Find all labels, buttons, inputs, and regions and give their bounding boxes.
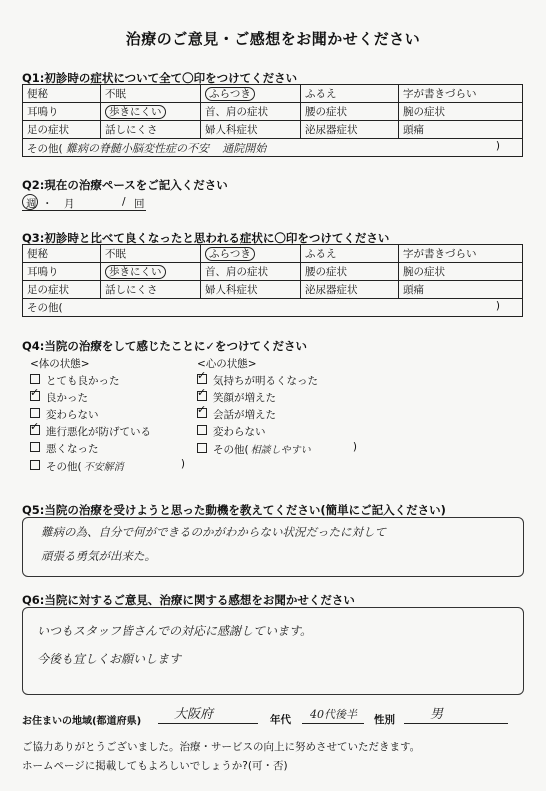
check-label: 良かった (46, 392, 88, 404)
table-cell[interactable]: 腕の症状 (399, 103, 523, 121)
table-cell[interactable]: 便秘 (23, 85, 101, 103)
age-label: 年代 (270, 714, 291, 726)
checkbox[interactable] (30, 386, 40, 401)
check-item[interactable] (197, 369, 357, 390)
handwritten-line: いつもスタッフ皆さんでの対応に感謝しています。 (37, 624, 313, 638)
gender-field[interactable] (404, 703, 508, 724)
table-cell[interactable]: 便秘 (23, 245, 101, 263)
check-item[interactable] (30, 441, 185, 458)
checkbox[interactable] (30, 374, 40, 384)
handwritten-line: 今後も宜しくお願いします (37, 652, 182, 666)
check-label: その他( (46, 461, 82, 473)
table-cell[interactable]: 腕の症状 (399, 263, 523, 281)
table-cell[interactable]: 不眠 (101, 85, 201, 103)
other-close: ) (495, 300, 500, 312)
check-label: 進行悪化が防げている (46, 426, 151, 438)
table-cell[interactable]: 字が書きづらい (399, 245, 523, 263)
q5-heading: Q5:当院の治療を受けようと思った動機を教えてください(簡単にご記入ください) (22, 503, 446, 517)
region-label: お住まいの地域(都道府県) (22, 716, 142, 727)
circled-option: ふらつき (205, 87, 255, 101)
check-mark-icon: ✓ (197, 386, 207, 399)
checkbox[interactable] (30, 442, 40, 452)
body-state-title: <体の状態> (30, 358, 90, 370)
check-label: 会話が増えた (213, 409, 276, 421)
checkbox[interactable] (30, 460, 40, 470)
check-item[interactable] (197, 386, 357, 407)
table-cell[interactable] (101, 103, 201, 121)
check-label: 気持ちが明るくなった (213, 375, 318, 387)
handwritten-age: 40代後半 (310, 708, 357, 721)
q1-symptom-table (22, 84, 523, 157)
check-item[interactable] (30, 373, 185, 390)
table-cell[interactable] (101, 263, 201, 281)
check-item[interactable] (197, 403, 357, 424)
handwritten-other-extra: 通院開始 (222, 141, 267, 155)
checkbox[interactable] (30, 420, 40, 435)
table-cell[interactable]: 字が書きづらい (399, 85, 523, 103)
q2-heading: Q2:現在の治療ペースをご記入ください (22, 178, 228, 192)
other-label: その他( (27, 142, 63, 155)
other-close: ) (495, 139, 500, 152)
pace-month: 月 (64, 198, 75, 210)
table-row (23, 263, 523, 281)
table-cell[interactable]: 耳鳴り (23, 263, 101, 281)
gender-label: 性別 (374, 714, 395, 726)
check-item[interactable] (30, 407, 185, 424)
table-row (23, 245, 523, 263)
circled-option: ふらつき (205, 247, 255, 261)
checkbox[interactable] (30, 408, 40, 418)
thanks-text: ご協力ありがとうございました。治療・サービスの向上に努めさせていただきます。 (22, 741, 421, 753)
page-title: 治療のご意見・ご感想をお聞かせください (125, 30, 421, 48)
check-mark-icon: ✓ (30, 386, 40, 399)
q5-answer-box[interactable] (22, 517, 524, 577)
circled-option: 歩きにくい (105, 265, 166, 279)
check-item[interactable] (30, 386, 185, 407)
table-cell[interactable]: 腰の症状 (301, 263, 399, 281)
circled-option: 歩きにくい (105, 105, 166, 119)
table-row (23, 281, 523, 299)
table-cell[interactable]: 足の症状 (23, 121, 101, 139)
check-label: 悪くなった (46, 443, 99, 455)
table-cell[interactable]: 話しにくさ (101, 281, 201, 299)
pace-dot: ・ (42, 198, 53, 210)
checkbox[interactable] (197, 403, 207, 418)
check-label: その他( (213, 444, 249, 456)
checkbox[interactable] (197, 443, 207, 453)
check-item[interactable] (197, 441, 357, 458)
other-close: ) (352, 441, 357, 453)
handwritten-line: 難病の為、自分で何ができるのかがわからない状況だったに対して (41, 525, 386, 539)
table-row (23, 103, 523, 121)
q2-pace-field[interactable] (22, 196, 146, 210)
other-close: ) (180, 458, 185, 470)
handwritten-other: 難病の脊髄小脳変性症の不安 (65, 141, 209, 155)
table-cell[interactable]: 泌尿器症状 (301, 281, 399, 299)
mind-checklist (197, 369, 357, 458)
check-item[interactable] (30, 458, 185, 475)
region-field[interactable] (158, 703, 258, 724)
body-checklist (30, 373, 185, 475)
handwritten-line: 頑張る勇気が出来た。 (41, 549, 156, 563)
table-cell[interactable]: 頭痛 (399, 121, 523, 139)
mind-state-title: <心の状態> (197, 358, 257, 370)
table-row (23, 139, 523, 157)
check-item[interactable] (30, 420, 185, 441)
handwritten-other: 相談しやすい (250, 445, 311, 456)
q1-other-cell[interactable] (23, 139, 523, 157)
checkbox[interactable] (197, 425, 207, 435)
handwritten-other: 不安解消 (83, 462, 124, 473)
check-label: とても良かった (46, 375, 120, 387)
table-cell[interactable]: ふるえ (301, 245, 399, 263)
table-cell[interactable]: 話しにくさ (101, 121, 201, 139)
pace-week: 週 (26, 198, 37, 210)
hp-permission-question: ホームページに掲載してもよろしいでしょうか?(可・否) (22, 760, 288, 772)
other-label: その他( (27, 302, 63, 314)
check-label: 変わらない (213, 426, 266, 438)
q6-heading: Q6:当院に対するご意見、治療に関する感想をお聞かせください (22, 593, 355, 607)
table-cell[interactable]: 不眠 (101, 245, 201, 263)
check-label: 変わらない (46, 409, 99, 421)
table-cell[interactable]: 耳鳴り (23, 103, 101, 121)
table-cell[interactable]: 首、肩の症状 (201, 263, 301, 281)
table-cell[interactable]: 足の症状 (23, 281, 101, 299)
table-row (23, 299, 523, 317)
q3-heading: Q3:初診時と比べて良くなったと思われる症状に〇印をつけてください (22, 231, 390, 245)
check-mark-icon: ✓ (30, 420, 40, 433)
table-row (23, 85, 523, 103)
check-label: 笑顔が増えた (213, 392, 276, 404)
table-cell[interactable]: 泌尿器症状 (301, 121, 399, 139)
q4-heading: Q4:当院の治療をして感じたことに✓をつけてください (22, 339, 308, 353)
check-mark-icon: ✓ (197, 403, 207, 416)
age-field[interactable] (302, 703, 364, 724)
table-row (23, 121, 523, 139)
table-cell[interactable] (201, 245, 301, 263)
q1-heading: Q1:初診時の症状について全て〇印をつけてください (22, 71, 298, 85)
table-cell[interactable]: 婦人科症状 (201, 281, 301, 299)
table-cell[interactable]: 頭痛 (399, 281, 523, 299)
pace-times: 回 (134, 198, 145, 210)
q3-symptom-table (22, 244, 523, 317)
table-cell[interactable]: 婦人科症状 (201, 121, 301, 139)
table-cell[interactable]: 首、肩の症状 (201, 103, 301, 121)
pace-slash: / (122, 196, 126, 208)
table-cell[interactable]: ふるえ (301, 85, 399, 103)
table-cell[interactable]: 腰の症状 (301, 103, 399, 121)
q6-answer-box[interactable] (22, 607, 524, 695)
check-mark-icon: ✓ (197, 369, 207, 382)
handwritten-gender: 男 (430, 707, 444, 722)
underline (22, 210, 146, 211)
checkbox[interactable] (197, 369, 207, 384)
handwritten-region: 大阪府 (174, 707, 214, 722)
checkbox[interactable] (197, 386, 207, 401)
table-cell[interactable] (201, 85, 301, 103)
check-item[interactable] (197, 424, 357, 441)
q3-other-cell[interactable] (23, 299, 523, 317)
